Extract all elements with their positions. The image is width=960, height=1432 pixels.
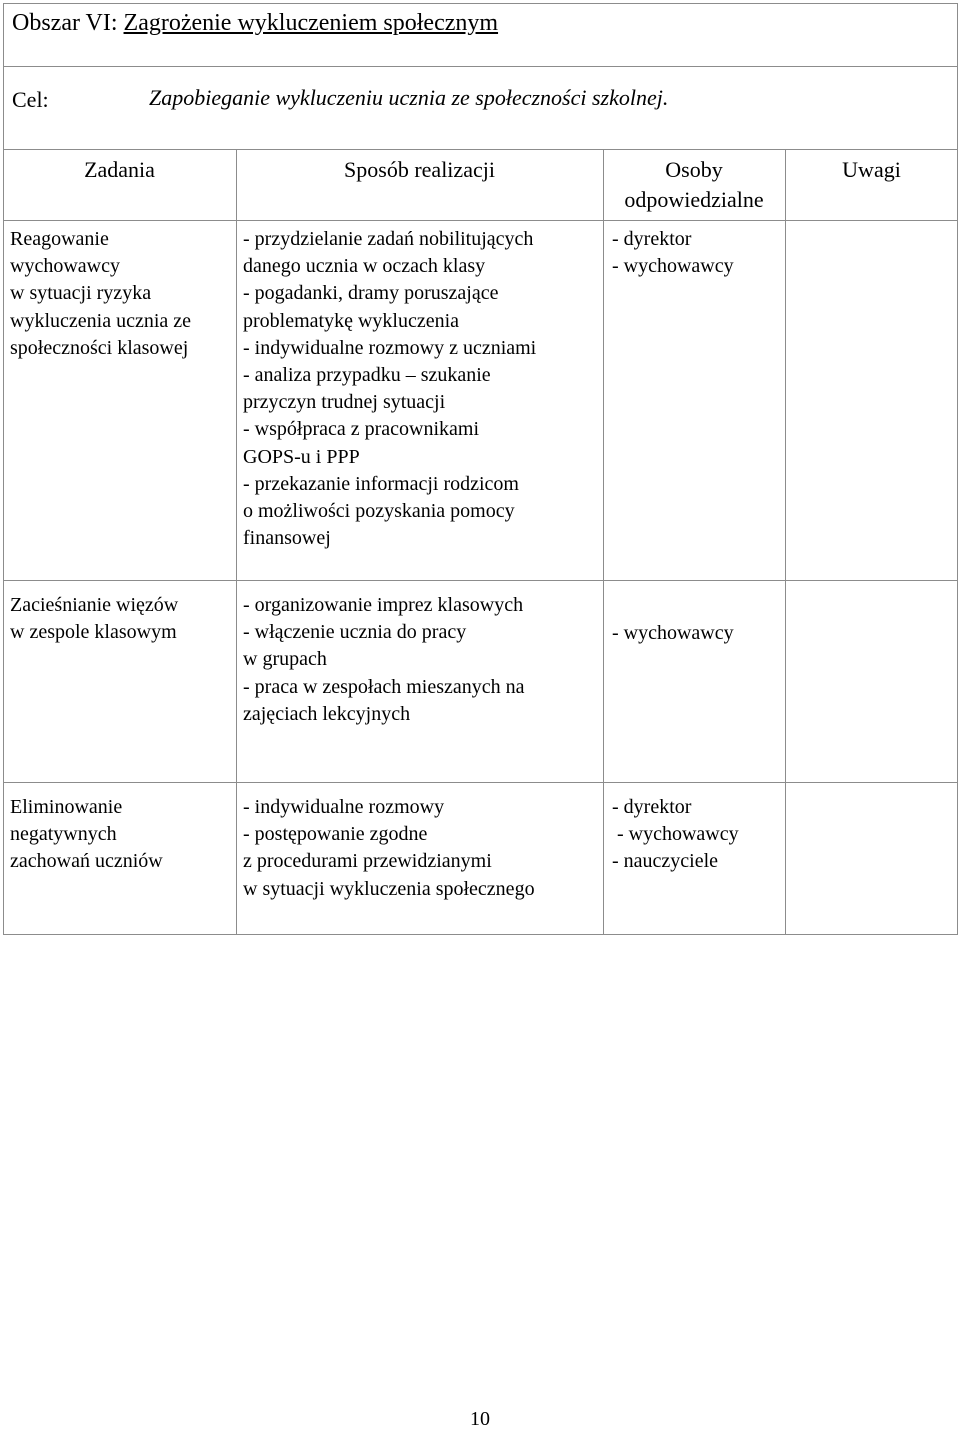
area-title: Zagrożenie wykluczeniem społecznym xyxy=(123,10,499,36)
header-responsible: Osoby odpowiedzialne xyxy=(624,157,764,212)
row1-task: Reagowanie wychowawcy w sytuacji ryzyka wykluczenia ucznia ze społeczności klasowej xyxy=(10,228,192,359)
row1-method: - przydzielanie zadań nobilitujących danego ucznia w oczach klasy - pogadanki, dramy poruszające problematykę wykluczenia - indywidualne rozmowy z uczniami - analiza przypadku – szukanie przyczyn trudnej sytuacji - współpraca z pracownikami GOPS-u i PPP - przekazanie informacji rodzicom o możliwości pozyskania pomocy finansowej xyxy=(243,228,537,550)
column-divider-3 xyxy=(785,149,786,935)
area-label: Obszar VI: xyxy=(12,10,118,36)
area-heading xyxy=(12,10,498,37)
header-method: Sposób realizacji xyxy=(344,157,495,182)
row2-task: Zacieśnianie więzów w zespole klasowym xyxy=(10,594,179,644)
row1-responsible: - dyrektor - wychowawcy xyxy=(612,228,734,278)
row-divider-1 xyxy=(3,580,958,581)
goal-row-divider xyxy=(3,149,958,150)
column-divider-1 xyxy=(236,149,237,935)
header-tasks: Zadania xyxy=(84,157,155,182)
row3-method: - indywidualne rozmowy - postępowanie zgodne z procedurami przewidzianymi w sytuacji wykluczenia społecznego xyxy=(243,796,535,900)
row-divider-2 xyxy=(3,782,958,783)
title-row-divider xyxy=(3,66,958,67)
row2-method: - organizowanie imprez klasowych - włączenie ucznia do pracy w grupach - praca w zespołach mieszanych na zajęciach lekcyjnych xyxy=(243,594,525,725)
row3-responsible: - dyrektor - wychowawcy - nauczyciele xyxy=(612,796,739,873)
row2-responsible: - wychowawcy xyxy=(612,622,734,644)
column-divider-2 xyxy=(603,149,604,935)
row3-task: Eliminowanie negatywnych zachowań uczniów xyxy=(10,796,163,873)
header-notes: Uwagi xyxy=(842,157,901,182)
page-number: 10 xyxy=(470,1408,490,1430)
goal-text: Zapobieganie wykluczeniu ucznia ze społeczności szkolnej. xyxy=(149,85,669,110)
header-row-divider xyxy=(3,220,958,221)
goal-label: Cel: xyxy=(12,87,49,112)
